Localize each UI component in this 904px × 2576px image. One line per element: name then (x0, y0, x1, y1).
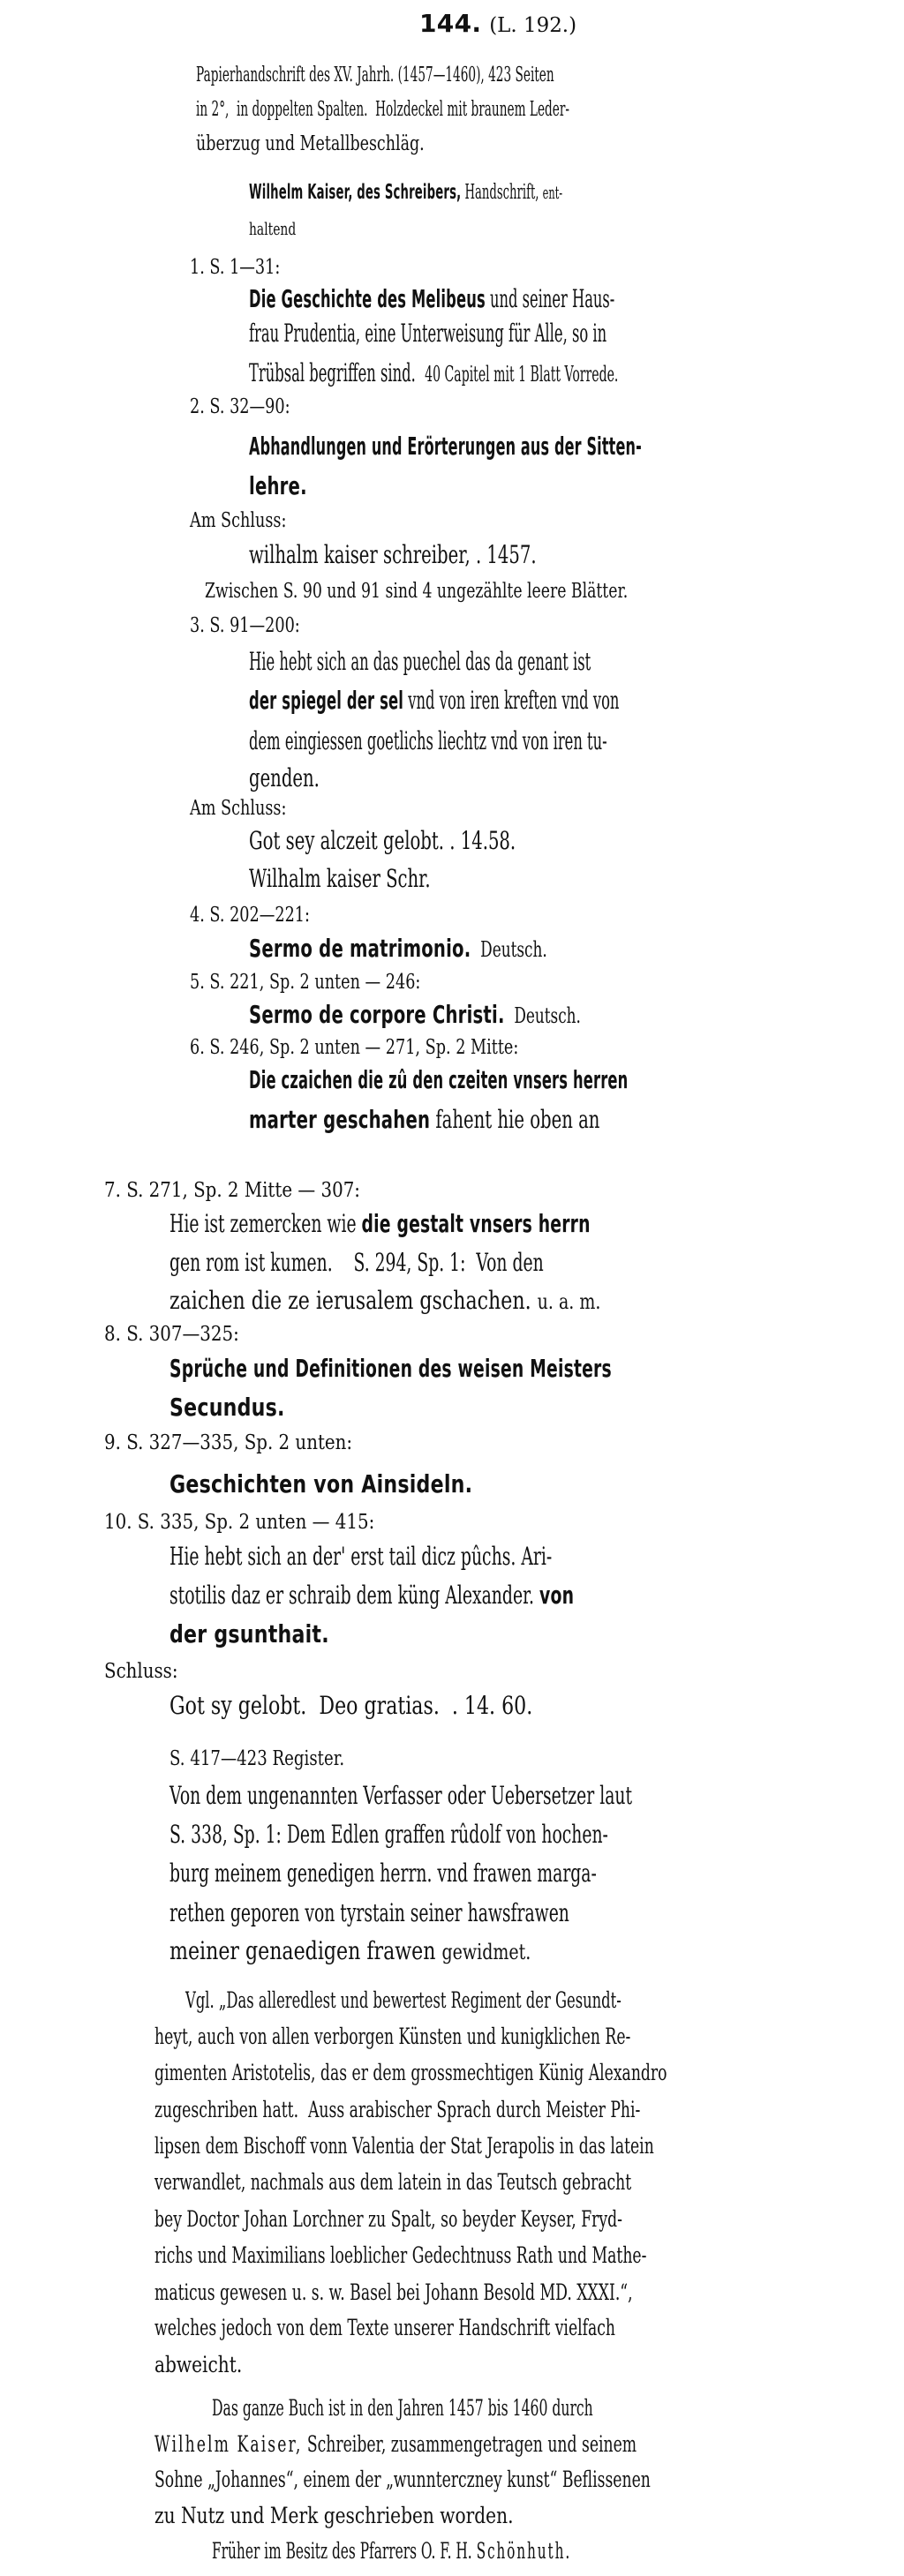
text-segment: Deutsch. (471, 937, 547, 962)
text-segment: Wilhalm kaiser Schr. (249, 864, 431, 893)
text-segment: abweicht. (154, 2352, 243, 2377)
text-line (170, 1469, 883, 1498)
text-line (104, 1660, 883, 1683)
bold-text: Die czaichen die zû den czeiten vnsers herren (249, 1065, 629, 1094)
text-segment: frau Prudentia, eine Unterweisung für Alle, so in (249, 319, 607, 348)
text-segment: 4. S. 202—221: (190, 904, 310, 927)
text-segment: wilhalm kaiser schreiber, . 1457. (249, 540, 537, 569)
text-line (154, 2279, 777, 2305)
text-segment: 6. S. 246, Sp. 2 unten — 271, Sp. 2 Mitte: (190, 1036, 519, 1059)
text-line (170, 1820, 775, 1849)
text-line (205, 580, 883, 603)
text-segment: Sohne „Johannes“, einem der „wunnterczney kunst“ Beflissenen (154, 2467, 651, 2492)
text-line (249, 432, 766, 461)
text-segment: dem eingiessen goetlichs liechtz vnd von iren tu- (249, 726, 607, 755)
text-segment: rethen geporen von tyrstain seiner hawsfrawen (170, 1898, 569, 1927)
text-line (249, 471, 883, 500)
text-line (170, 1354, 775, 1383)
text-line (190, 256, 883, 279)
text-segment: Vgl. „Das alleredlest und bewertest Regiment der Gesundt- (185, 1987, 622, 2013)
text-line (154, 2060, 777, 2085)
text-segment: 10. S. 335, Sp. 2 unten — 415: (104, 1511, 375, 1534)
text-line (154, 2169, 777, 2195)
text-line (170, 1747, 883, 1770)
text-line (154, 2133, 777, 2159)
text-line (249, 181, 768, 204)
text-segment: ent- (542, 183, 563, 203)
text-line (249, 1105, 883, 1134)
text-line (190, 509, 883, 532)
text-line (249, 1065, 775, 1094)
bold-text: Secundus. (170, 1393, 285, 1422)
text-line (249, 826, 883, 855)
text-segment: Das ganze Buch ist in den Jahren 1457 bis 1460 durch (212, 2395, 593, 2421)
text-line (154, 2242, 777, 2268)
text-line (170, 1936, 883, 1965)
text-segment: zaichen die ze ierusalem gschachen. (170, 1286, 538, 1315)
text-line (154, 2315, 777, 2340)
bold-text: lehre. (249, 471, 307, 500)
text-line (104, 1179, 883, 1202)
bold-text: der gsunthait. (170, 1619, 329, 1648)
page-header (419, 9, 904, 38)
text-segment: 5. S. 221, Sp. 2 unten — 246: (190, 971, 421, 994)
text-segment: Hie hebt sich an das puechel das da genant ist (249, 647, 591, 676)
text-segment: maticus gewesen u. s. w. Basel bei Johann Besold MD. XXXI.“, (154, 2279, 633, 2305)
text-segment: S. 338, Sp. 1: Dem Edlen graffen rûdolf von hochen- (170, 1820, 608, 1849)
text-line (212, 2538, 768, 2564)
text-segment: Am Schluss: (190, 797, 287, 820)
text-segment: zu Nutz und Merk geschrieben worden. (154, 2503, 514, 2528)
text-segment: vnd von iren kreften vnd von (403, 686, 620, 715)
text-segment: gen rom ist kumen. S. 294, Sp. 1: Von den (170, 1248, 544, 1277)
text-segment: Handschrift, (461, 181, 543, 204)
text-line (249, 647, 777, 676)
text-segment: haltend (249, 219, 297, 239)
text-segment: und seiner Haus- (485, 284, 615, 313)
text-segment: genden. (249, 763, 320, 792)
text-line (249, 726, 777, 755)
text-line (170, 1286, 883, 1315)
text-line (190, 971, 883, 994)
text-segment: zugeschriben hatt. Auss arabischer Sprach durch Meister Phi- (154, 2097, 641, 2122)
text-line (104, 1511, 883, 1534)
text-line (170, 1781, 775, 1810)
text-line (154, 2097, 777, 2122)
text-segment: in 2°, in doppelten Spalten. Holzdeckel mit braunem Leder- (196, 98, 570, 121)
bold-text: die gestalt vnsers herrn (361, 1209, 591, 1238)
bold-text: Sermo de matrimonio. (249, 934, 471, 963)
text-line (170, 1542, 777, 1571)
text-line (170, 1248, 775, 1277)
text-line (249, 319, 777, 348)
text-segment: gimenten Aristotelis, das er dem grossmechtigen Künig Alexandro (154, 2060, 667, 2085)
text-segment: 2. S. 32—90: (190, 395, 290, 418)
bold-text: Sprüche und Definitionen des weisen Meisters (170, 1354, 612, 1383)
text-segment: fahent hie oben an (430, 1105, 600, 1134)
text-segment: Zwischen S. 90 und 91 sind 4 ungezählte leere Blätter. (205, 580, 629, 603)
text-line (249, 540, 883, 569)
text-line (196, 64, 733, 86)
text-segment: Papierhandschrift des XV. Jahrh. (1457—1460), 423 Seiten (196, 64, 554, 86)
text-segment: welches jedoch von dem Texte unserer Handschrift vielfach (154, 2315, 615, 2340)
text-line (154, 2503, 883, 2528)
text-segment: 3. S. 91—200: (190, 614, 300, 637)
text-line (249, 763, 883, 792)
text-segment: Got sy gelobt. Deo gratias. . 14. 60. (170, 1691, 533, 1720)
text-line (249, 1000, 883, 1029)
text-segment: S. 417—423 Register. (170, 1747, 345, 1770)
bold-text: Die Geschichte des Melibeus (249, 284, 486, 313)
text-segment: gewidmet. (441, 1940, 531, 1964)
text-line (170, 1619, 883, 1648)
text-segment: Von dem ungenannten Verfasser oder Uebersetzer laut (170, 1781, 632, 1810)
page-number: 144. (419, 9, 482, 38)
bold-text: der spiegel der sel (249, 686, 404, 715)
text-line (154, 2467, 777, 2492)
text-line (104, 1323, 883, 1346)
text-line (196, 98, 733, 121)
text-segment: richs und Maximilians loeblicher Gedechtnuss Rath und Mathe- (154, 2242, 647, 2268)
text-segment: 7. S. 271, Sp. 2 Mitte — 307: (104, 1179, 360, 1202)
text-line (212, 2395, 777, 2421)
text-segment: Schreiber, zusammengetragen und seinem (302, 2431, 637, 2457)
text-segment: Wilhelm Kaiser, (154, 2431, 303, 2457)
text-segment: bey Doctor Johan Lorchner zu Spalt, so beyder Keyser, Fryd- (154, 2206, 622, 2232)
bold-text: Sermo de corpore Christi. (249, 1000, 505, 1029)
text-line (170, 1209, 775, 1238)
text-line (196, 132, 883, 155)
text-line (170, 1691, 883, 1720)
bold-text: marter geschahen (249, 1105, 431, 1134)
text-line (154, 2206, 777, 2232)
text-line (249, 686, 777, 715)
text-line (190, 395, 883, 418)
library-reference: (L. 192.) (489, 14, 577, 37)
text-line (249, 864, 883, 893)
text-line (190, 614, 883, 637)
text-line (190, 1036, 883, 1059)
text-segment: Hie hebt sich an der' erst tail dicz pûchs. Ari- (170, 1542, 553, 1571)
bold-text: Abhandlungen und Erörterungen aus der Sitten- (249, 432, 642, 461)
text-segment: stotilis daz er schraib dem küng Alexander. (170, 1581, 539, 1610)
bold-text: Wilhelm Kaiser, des Schreibers, (249, 181, 462, 204)
text-segment: Trübsal begriffen sind. (249, 358, 426, 387)
text-segment: überzug und Metallbeschläg. (196, 132, 425, 155)
text-segment: Früher im Besitz des Pfarrers O. F. H. (212, 2538, 477, 2564)
text-line (249, 358, 777, 387)
text-segment: 8. S. 307—325: (104, 1323, 239, 1346)
text-line (154, 2024, 777, 2049)
text-segment: u. a. m. (537, 1289, 601, 1314)
text-line (170, 1581, 777, 1610)
text-line (249, 284, 775, 313)
text-line (154, 2352, 883, 2377)
text-line (249, 934, 883, 963)
text-line (190, 904, 883, 927)
text-segment: Schönhuth. (476, 2538, 572, 2564)
text-line (249, 217, 883, 240)
text-segment: Hie ist zemercken wie (170, 1209, 362, 1238)
bold-text: Geschichten von Ainsideln. (170, 1469, 473, 1498)
text-line (170, 1898, 775, 1927)
text-segment: Schluss: (104, 1660, 178, 1683)
text-line (185, 1987, 777, 2013)
text-segment: verwandlet, nachmals aus dem latein in das Teutsch gebracht (154, 2169, 632, 2195)
text-segment: burg meinem genedigen herrn. vnd frawen marga- (170, 1859, 597, 1888)
bold-text: von (539, 1581, 575, 1610)
text-line (104, 1431, 883, 1454)
text-segment: 40 Capitel mit 1 Blatt Vorrede. (425, 362, 619, 387)
text-line (170, 1859, 775, 1888)
text-segment: heyt, auch von allen verborgen Künsten und kunigklichen Re- (154, 2024, 631, 2049)
text-segment: Am Schluss: (190, 509, 287, 532)
text-segment: Deutsch. (504, 1003, 581, 1028)
text-line (170, 1393, 883, 1422)
text-segment: meiner genaedigen frawen (170, 1936, 442, 1965)
text-segment: lipsen dem Bischoff vonn Valentia der Stat Jerapolis in das latein (154, 2133, 654, 2159)
text-segment: 1. S. 1—31: (190, 256, 281, 279)
text-segment: 9. S. 327—335, Sp. 2 unten: (104, 1431, 353, 1454)
text-line (154, 2431, 777, 2457)
text-segment: Got sey alczeit gelobt. . 14.58. (249, 826, 516, 855)
text-line (190, 797, 883, 820)
